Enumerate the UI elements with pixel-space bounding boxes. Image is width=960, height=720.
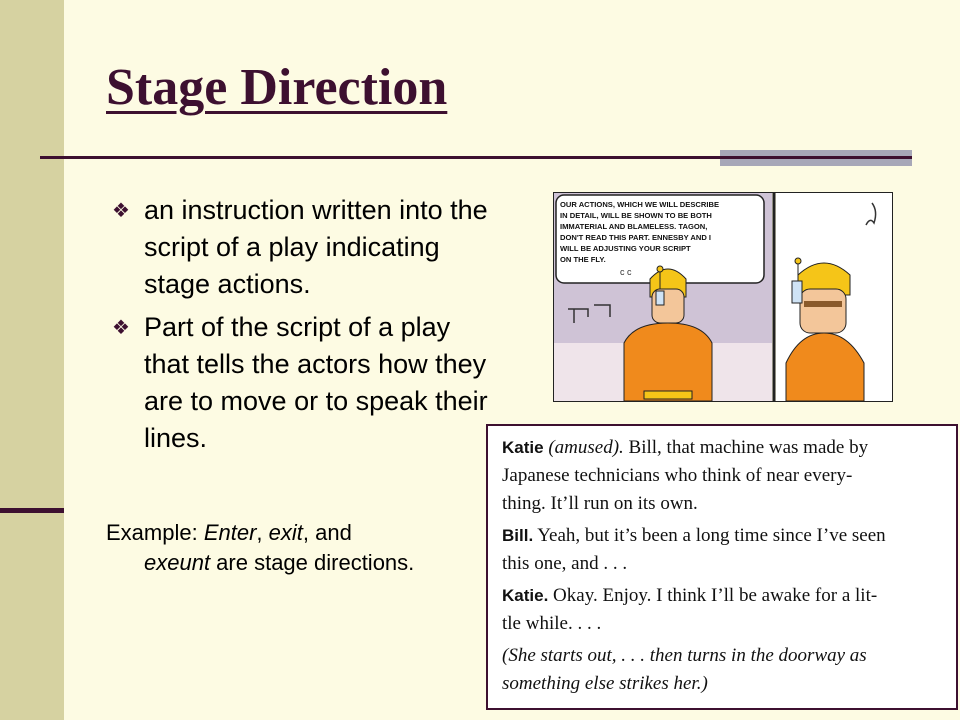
bullet-text: an instruction written into the script of a play indicating stage actions. [144, 195, 488, 299]
sidebar-rule [0, 508, 64, 513]
example-term-exit: exit [268, 520, 303, 545]
script-excerpt [486, 424, 958, 710]
script-stage-direction: (She starts out, . . . then turns in the doorway as something else strikes her.) [502, 645, 867, 694]
slide-title: Stage Direction [106, 59, 448, 116]
script-line-katie-1: Katie (amused). Bill, that machine was made by Japanese technicians who think of near every- thing. It’ll run on its own. [502, 437, 869, 514]
svg-text:c c: c c [620, 267, 632, 277]
comic-speech-line: DON'T READ THIS PART. ENNESBY AND I [560, 233, 712, 242]
sidebar-decoration [0, 0, 64, 720]
speaker-name: Katie. [502, 586, 549, 605]
example-term-exeunt: exeunt [144, 550, 211, 575]
comic-speech-line: ON THE FLY. [560, 255, 606, 264]
comic-speech-line: WILL BE ADJUSTING YOUR SCRIPT [560, 244, 691, 253]
speaker-name: Bill. [502, 526, 534, 545]
comic-speech-line: OUR ACTIONS, WHICH WE WILL DESCRIBE [560, 200, 720, 209]
speaker-name: Katie [502, 438, 544, 457]
title-underline-rule [40, 156, 720, 159]
example-term-enter: Enter [203, 520, 257, 545]
example-label: Example: [106, 520, 204, 545]
title-rule-accent [720, 150, 912, 166]
definition-list [106, 192, 496, 463]
comic-strip-image [553, 192, 893, 402]
comic-speech-line: IMMATERIAL AND BLAMELESS. TAGON, [560, 222, 708, 231]
diamond-bullet-icon: ❖ [112, 317, 130, 339]
bullet-text: Part of the script of a play that tells the actors how they are to move or to speak their lines. [144, 312, 488, 453]
script-line-katie-2: Katie. Okay. Enjoy. I think I’ll be awake for a lit- tle while. . . . [502, 585, 878, 634]
script-line-bill: Bill. Yeah, but it’s been a long time since I’ve seen this one, and . . . [502, 525, 886, 574]
diamond-bullet-icon: ❖ [112, 200, 130, 222]
definition-bullet-1 [106, 192, 496, 303]
definition-bullet-2 [106, 309, 496, 457]
comic-speech-line: IN DETAIL, WILL BE SHOWN TO BE BOTH [560, 211, 712, 220]
example-text: Example: Enter, exit, and exeunt are stage directions. [106, 520, 415, 575]
